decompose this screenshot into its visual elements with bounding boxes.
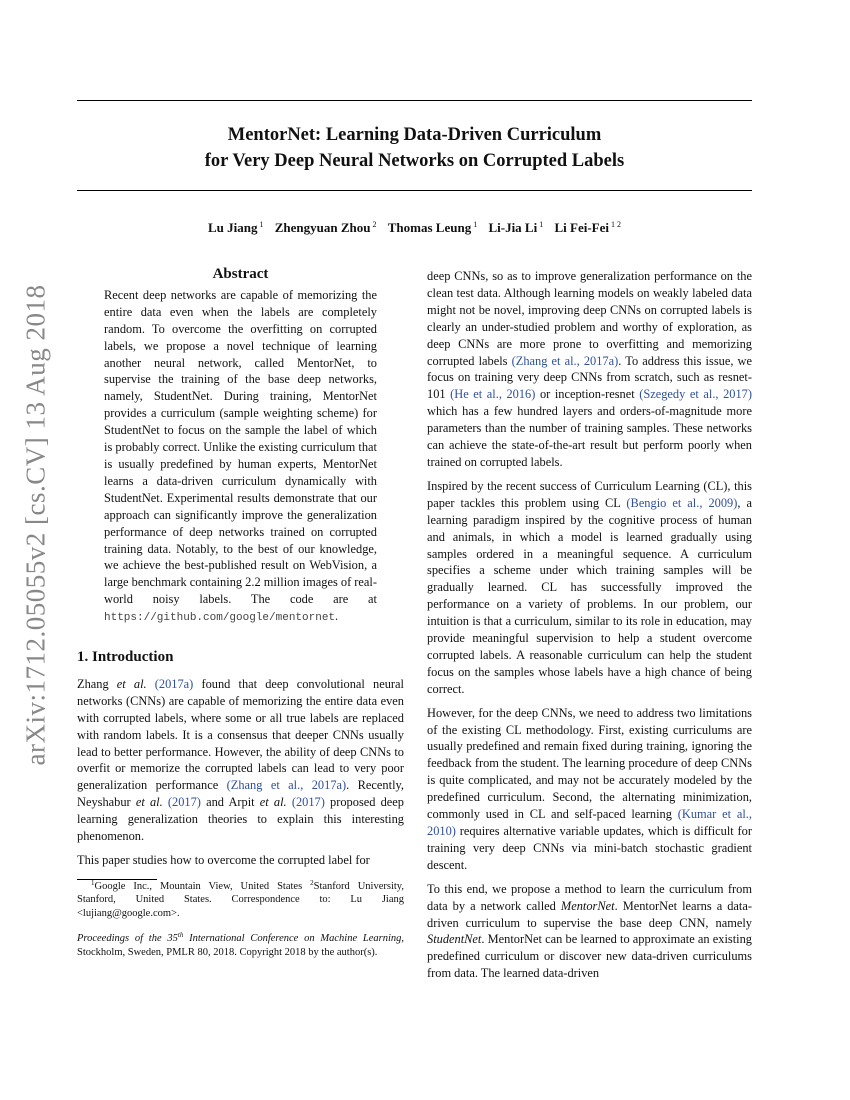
- affiliation-footnote: $^1$Google Inc., Mountain View, United States $^2$Stanford University, Stanford, United States. Correspondence to: Lu Jiang <lujiang@google.com>.: [77, 878, 404, 919]
- code-url-link[interactable]: https://github.com/google/mentornet: [104, 612, 336, 625]
- citation-link[interactable]: (Zhang et al., 2017a): [226, 778, 347, 793]
- intro-paragraph-1: Zhang et al. (2017a) found that deep convolutional neural networks (CNNs) are capable of memorizing the entire data even with corrupted labels, where some or all true labels are replaced with random labels. It is a consensus that deeper CNNs usually lead to better performance. However, the ability of deep CNNs to overfit or memorize the corrupted labels can lead to very poor generalization performance (Zhang et al., 2017a). Recently, Neyshabur et al. (2017) and Arpit et al. (2017) proposed deep learning generalization theories to explain this interesting phenomenon.: [77, 676, 405, 844]
- intro-paragraph-6: To this end, we propose a method to learn the curriculum from data by a network called MentorNet. MentorNet learns a data-driven curriculum to supervise the base deep CNN, namely StudentNet. MentorNet can be learned to approximate an existing predefined curriculum or discover new data-driven curriculums from data. The learned data-driven: [427, 881, 752, 981]
- author: Zhengyuan Zhou $^2$: [274, 220, 377, 235]
- citation-link[interactable]: (2017a): [154, 676, 194, 691]
- proceedings-footnote: Proceedings of the 35th International Conference on Machine Learning, Stockholm, Sweden, PMLR 80, 2018. Copyright 2018 by the author(s).: [77, 931, 405, 958]
- citation-link[interactable]: (Kumar et al., 2010): [427, 807, 752, 838]
- right-column: [427, 268, 752, 982]
- title-top-rule: [77, 100, 752, 101]
- citation-link[interactable]: (Zhang et al., 2017a): [511, 353, 619, 368]
- title-line-2: for Very Deep Neural Networks on Corrupted Labels: [204, 151, 625, 171]
- citation-link[interactable]: (He et al., 2016): [450, 387, 536, 402]
- citation-link[interactable]: (Szegedy et al., 2017): [639, 387, 752, 402]
- citation-link[interactable]: (Bengio et al., 2009): [626, 495, 738, 510]
- author: Li-Jia Li $^1$: [488, 220, 544, 235]
- abstract-heading: Abstract: [212, 266, 269, 282]
- intro-paragraph-2: This paper studies how to overcome the corrupted label for: [77, 853, 370, 867]
- left-column: [77, 266, 404, 959]
- author: Lu Jiang $^1$: [208, 220, 264, 235]
- author: Thomas Leung $^1$: [387, 220, 478, 235]
- citation-link[interactable]: (2017): [167, 795, 201, 810]
- title-line-1: MentorNet: Learning Data-Driven Curriculum: [227, 125, 602, 145]
- title-bottom-rule: [77, 190, 752, 191]
- abstract-text: Recent deep networks are capable of memorizing the entire data even when the labels are completely random. To overcome the overfitting on corrupted labels, we propose a novel technique of learning another neural network, called MentorNet, to supervise the training of the base deep networks, namely, StudentNet. During training, MentorNet provides a curriculum (sample weighting scheme) for StudentNet to focus on the sample the label of which is probably correct. Unlike the existing curriculum that is usually predefined by human experts, MentorNet learns a data-driven curriculum dynamically with StudentNet. Experimental results demonstrate that our approach can significantly improve the generalization performance of deep networks trained on corrupted training data. Notably, to the best of our knowledge, we achieve the best-published result on WebVision, a large benchmark containing 2.2 million images of real-world noisy labels. The code are at https://github.com/google/mentornet.: [104, 287, 377, 625]
- citation-link[interactable]: (2017): [291, 795, 325, 810]
- intro-paragraph-4: Inspired by the recent success of Curriculum Learning (CL), this paper tackles this problem using CL (Bengio et al., 2009), a learning paradigm inspired by the cognitive process of human and animals, in which a model is learned gradually using samples ordered in a meaningful sequence. A curriculum specifies a scheme under which training samples will be gradually learned. CL has successfully improved the performance on a variety of problems. In our problem, our intuition is that a curriculum, similar to its role in education, may provide meaningful supervision to help a student overcome corrupted labels. A reasonable curriculum can help the student focus on the samples whose labels have a high chance of being correct.: [427, 478, 752, 696]
- arxiv-stamp: arXiv:1712.05055v2 [cs.CV] 13 Aug 2018: [20, 284, 51, 766]
- intro-paragraph-5: However, for the deep CNNs, we need to address two limitations of the existing CL methodology. First, existing curriculums are usually predefined and remain fixed during training, ignoring the feedback from the student. The learning procedure of deep CNNs is quite complicated, and may not be accurately modeled by the predefined curriculum. Second, the alternating minimization, commonly used in CL and self-paced learning (Kumar et al., 2010) requires alternative variable updates, which is difficult for training very deep CNNs via mini-batch stochastic gradient descent.: [427, 705, 752, 872]
- paper-title: [77, 122, 752, 174]
- intro-paragraph-3: deep CNNs, so as to improve generalization performance on the clean test data. Although learning models on weakly labeled data might not be novel, improving deep CNNs on corrupted labels is clearly an under-studied problem and worthy of exploration, as deep CNNs are more prone to overfitting and memorizing corrupted labels (Zhang et al., 2017a). To address this issue, we focus on training very deep CNNs from scratch, such as resnet-101 (He et al., 2016) or inception-resnet (Szegedy et al., 2017) which has a few hundred layers and orders-of-magnitude more parameters than the number of training samples. These networks can achieve the state-of-the-art result but perform poorly when trained on corrupted labels.: [427, 269, 752, 469]
- author-list: [77, 220, 752, 236]
- section-heading-introduction: 1. Introduction: [77, 649, 174, 666]
- author: Li Fei-Fei $^{1 2}$: [554, 220, 621, 235]
